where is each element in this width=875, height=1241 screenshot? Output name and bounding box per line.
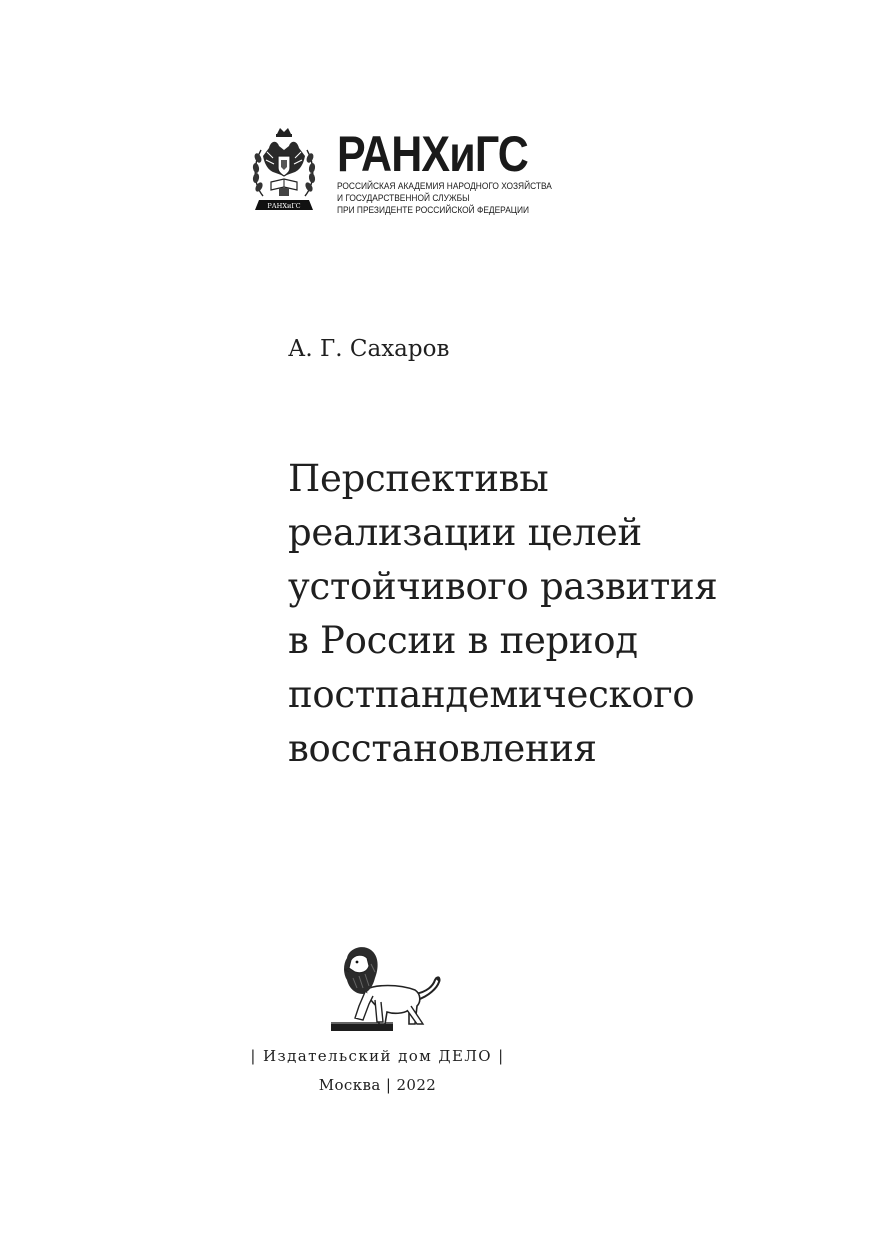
emblem-ribbon-text: РАНХиГС bbox=[267, 202, 301, 210]
city-and-year: Москва | 2022 bbox=[318, 1076, 437, 1094]
title-line: реализации целей bbox=[288, 511, 642, 554]
title-line: устойчивого развития bbox=[288, 565, 718, 608]
title-line: в России в период bbox=[288, 619, 638, 662]
title-line: Перспективы bbox=[288, 457, 549, 500]
logo-subtitle-line-1: РОССИЙСКАЯ АКАДЕМИЯ НАРОДНОГО ХОЗЯЙСТВА bbox=[337, 181, 552, 191]
book-title bbox=[288, 452, 717, 776]
logo-subtitle-line-3: ПРИ ПРЕЗИДЕНТЕ РОССИЙСКОЙ ФЕДЕРАЦИИ bbox=[337, 205, 530, 215]
double-headed-eagle-emblem-icon bbox=[249, 126, 319, 216]
logo-subtitle-line-2: И ГОСУДАРСТВЕННОЙ СЛУЖБЫ bbox=[337, 193, 470, 203]
title-line: постпандемического bbox=[288, 673, 695, 716]
publisher-name: | Издательский дом ДЕЛО | bbox=[250, 1047, 505, 1065]
lion-icon bbox=[329, 944, 443, 1036]
logo-abbreviation: РАНХиГС bbox=[337, 126, 528, 182]
title-line: восстановления bbox=[288, 727, 597, 770]
ranepa-logo bbox=[249, 126, 552, 218]
author-name: А. Г. Сахаров bbox=[288, 336, 450, 362]
logo-text bbox=[337, 128, 576, 216]
